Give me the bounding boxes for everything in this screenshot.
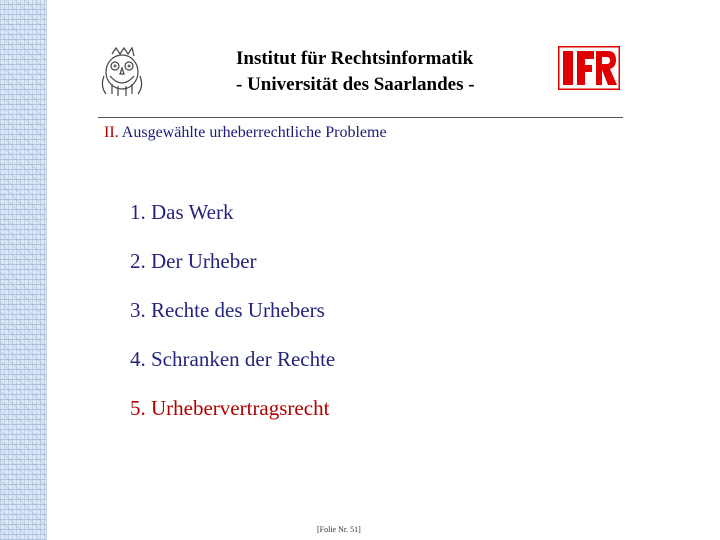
- topic-item-active: 5. Urhebervertragsrecht: [130, 396, 330, 420]
- topic-item: 3. Rechte des Urhebers: [130, 298, 325, 322]
- ifr-logo: [558, 46, 620, 90]
- university-seal-icon: [98, 46, 146, 100]
- decorative-side-strip: [0, 0, 47, 540]
- institute-name: Institut für Rechtsinformatik: [236, 48, 474, 69]
- section-number: II.: [104, 124, 119, 141]
- section-title: Ausgewählte urheberrechtliche Probleme: [121, 124, 387, 141]
- slide-number: [Folie Nr. 51]: [317, 525, 361, 534]
- topic-item: 2. Der Urheber: [130, 249, 257, 273]
- header-divider: [98, 117, 623, 118]
- topic-item: 1. Das Werk: [130, 200, 234, 224]
- topic-item: 4. Schranken der Rechte: [130, 347, 336, 371]
- section-heading: [104, 124, 387, 142]
- university-name: - Universität des Saarlandes -: [236, 74, 475, 95]
- institute-header: [236, 46, 475, 98]
- topic-list: [130, 188, 335, 433]
